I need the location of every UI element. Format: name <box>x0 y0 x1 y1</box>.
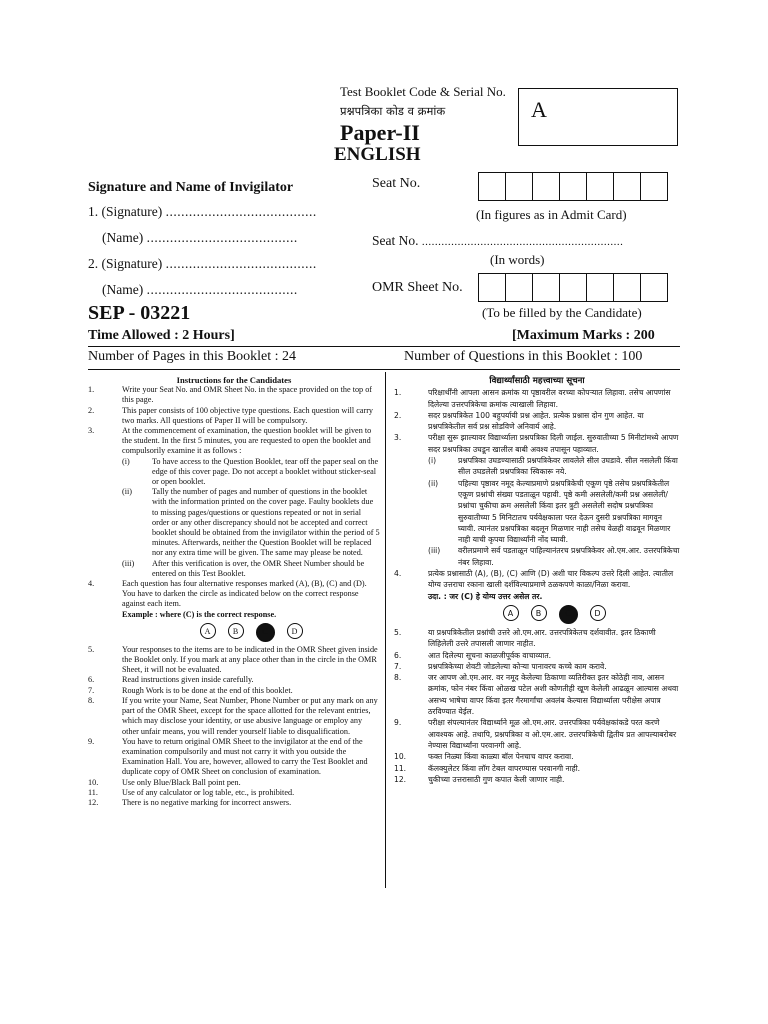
instruction-item: 6. आत दिलेल्या सूचना काळजीपूर्वक वाचाव्यात. <box>394 650 552 660</box>
seat-digit-box[interactable] <box>640 172 668 201</box>
omr-digit-box[interactable] <box>505 273 533 302</box>
maximum-marks: [Maximum Marks : 200 <box>512 328 655 343</box>
seat-digit-box[interactable] <box>586 172 614 201</box>
omr-digit-box[interactable] <box>559 273 587 302</box>
column-divider <box>385 372 386 888</box>
booklet-code-value: A <box>531 97 547 122</box>
number-of-questions: Number of Questions in this Booklet : 100 <box>404 349 643 364</box>
instruction-item: 3. At the commencement of examination, the question booklet will be given to the student. In the first 5 minutes, you are requested to open the booklet and compulsorily examine it as follows : (i) To have access to the Question Booklet, tear off the paper seal on the edge of this cover page. Do not accept a booklet without sticker-seal or open booklet. (ii) Tally the number of pages and number of questions in the booklet with the information printed on the cover page. Faulty booklets due to missing pages/questions or questions repeated or not in serial order or any other discrepancy should not be accepted and correct booklet should be obtained from the invigilator within the period of 5 minutes. Afterwards, neither the Question Booklet will be replaced nor any extra time will be given. The same may please be noted. (iii) After this verification is over, the OMR Sheet Number should be entered on this Test Booklet. <box>88 426 380 578</box>
instruction-item: 1. परिक्षार्थींनी आपला आसन क्रमांक या पृष्ठावरील वरच्या कोपऱ्यात लिहावा. तसेच आपणांस दिलेल्या उत्तरपत्रिकेचा क्रमांक त्याखाली लिहावा. <box>394 388 671 409</box>
omr-fill-note: (To be filled by the Candidate) <box>482 305 642 320</box>
instruction-subitem: (i) To have access to the Question Booklet, tear off the paper seal on the edge of this cover page. Do not accept a booklet without sticker-seal or open booklet. <box>122 456 379 487</box>
seat-words-note: (In words) <box>490 252 545 267</box>
instruction-item: 12. There is no negative marking for incorrect answers. <box>88 797 292 807</box>
english-instructions <box>88 375 380 808</box>
option-circle-c-filled: C <box>559 605 578 624</box>
seat-figures-note: (In figures as in Admit Card) <box>476 207 627 222</box>
option-circle-a: A <box>200 623 216 639</box>
name-2-line: ....................................... <box>146 282 298 297</box>
divider <box>88 369 680 370</box>
option-circle-c-filled: C <box>256 623 275 642</box>
instruction-item: 9. परीक्षा संपल्यानंतर विद्यार्थ्याने मूळ ओ.एम.आर. उत्तरपत्रिका पर्यवेक्षकांकडे परत करणे आवश्यक आहे. तथापि, प्रश्नपत्रिका व ओ.एम.आर. उत्तरपत्रिकेची द्वितीय प्रत आपल्याबरोबर नेण्यास विद्यार्थ्यांना परवानगी आहे. <box>394 718 677 750</box>
divider <box>88 346 680 347</box>
signature-1-label: 1. (Signature) <box>88 204 163 219</box>
instruction-item: 2. सदर प्रश्नपत्रिकेत 100 बहुपर्यायी प्रश्न आहेत. प्रत्येक प्रश्नास दोन गुण आहेत. या प्रश्नपत्रिकेतील सर्व प्रश्न सोडविणे अनिवार्य आहे. <box>394 410 644 432</box>
exam-code: SEP - 03221 <box>88 302 191 324</box>
instruction-item: 4. Each question has four alternative responses marked (A), (B), (C) and (D). You have to darken the circle as indicated below on the correct response against each item. Example : where (C) is the correct response. A B C D <box>88 579 380 642</box>
omr-digit-box[interactable] <box>640 273 668 302</box>
instruction-item: 2. This paper consists of 100 objective type questions. Each question will carry two marks. All questions of Paper II will be compulsory. <box>88 405 374 425</box>
omr-digit-box[interactable] <box>532 273 560 302</box>
instruction-item: 11. Use of any calculator or log table, etc., is prohibited. <box>88 787 295 797</box>
marathi-instructions <box>394 376 680 785</box>
instruction-subitem: (i) प्रश्नपत्रिका उघडण्यासाठी प्रश्नपत्रिकेवर लावलेले सील उघडावे. सील नसलेली किंवा सील उघडलेली प्रश्नपत्रिका स्विकारू नये. <box>428 456 678 477</box>
instruction-subitem: (iii) After this verification is over, the OMR Sheet Number should be entered on this Test Booklet. <box>122 558 365 578</box>
test-booklet-code-label: Test Booklet Code & Serial No. <box>340 84 506 99</box>
seat-words-line: .............................................................. <box>421 236 624 248</box>
seat-number-boxes[interactable] <box>478 172 667 201</box>
instruction-item: 4. प्रत्येक प्रश्नासाठी (A), (B), (C) आणि (D) अशी चार विकल्प उत्तरे दिली आहेत. त्यातील योग्य उत्तराचा रकाना खाली दर्शविल्याप्रमाणे ठळकपणे काळा/निळा करावा. उदा. : जर (C) हे योग्य उत्तर असेल तर. A B C D <box>394 568 680 624</box>
seat-no-words[interactable] <box>372 233 623 249</box>
signature-2-label: 2. (Signature) <box>88 256 163 271</box>
invigilator-name-2[interactable] <box>102 282 298 298</box>
paper-title: Paper-II <box>340 120 420 145</box>
instruction-item: 3. परीक्षा सुरू झाल्यावर विद्यार्थ्याला प्रश्नपत्रिका दिली जाईल. सुरुवातीच्या 5 मिनीटांमध्ये आपण सदर प्रश्नपत्रिका उघडून खालील बाबी अवश्य तपासून पहाव्यात. (i) प्रश्नपत्रिका उघडण्यासाठी प्रश्नपत्रिकेवर लावलेले सील उघडावे. सील नसलेली किंवा सील उघडलेली प्रश्नपत्रिका स्विकारू नये. (ii) पहिल्या पृष्ठावर नमूद केल्याप्रमाणे प्रश्नपत्रिकेची एकूण पृष्ठे तसेच प्रश्नपत्रिकेतील एकूण प्रश्नांची संख्या पडताळून पहावी. पृष्ठे कमी असलेली/कमी प्रश्न असलेली/प्रश्नांचा चुकीचा क्रम असलेली किंवा इतर त्रुटी असलेली सदोष प्रश्नपत्रिका सुरुवातीच्या 5 मिनिटातच पर्यवेक्षकाला परत देऊन दुसरी प्रश्नपत्रिका मागवून घ्यावी. त्यानंतर प्रश्नपत्रिका बदलून मिळणार नाही तसेच वेळही वाढवून मिळणार नाही याची कृपया विद्यार्थ्यांनी नोंद घ्यावी. (iii) वरीलप्रमाणे सर्व पडताळून पाहिल्यानंतरच प्रश्नपत्रिकेवर ओ.एम.आर. उत्तरपत्रिकेचा नंबर लिहावा. <box>394 433 680 567</box>
instruction-subitem: (ii) पहिल्या पृष्ठावर नमूद केल्याप्रमाणे प्रश्नपत्रिकेची एकूण पृष्ठे तसेच प्रश्नपत्रिकेतील एकूण प्रश्नांची संख्या पडताळून पहावी. पृष्ठे कमी असलेली/कमी प्रश्न असलेली/प्रश्नांचा चुकीचा क्रम असलेली किंवा इतर त्रुटी असलेली सदोष प्रश्नपत्रिका सुरुवातीच्या 5 मिनिटातच पर्यवेक्षकाला परत देऊन दुसरी प्रश्नपत्रिका मागवून घ्यावी. त्यानंतर प्रश्नपत्रिका बदलून मिळणार नाही तसेच वेळही वाढवून मिळणार नाही याची कृपया विद्यार्थ्यांनी नोंद घ्यावी. <box>428 478 671 545</box>
instruction-item: 8. If you write your Name, Seat Number, Phone Number or put any mark on any part of the OMR Sheet, except for the space allotted for the relevant entries, which may disclose your identity, or use abusive language or employ any other unfair means, you will render yourself liable to disqualification. <box>88 695 378 736</box>
time-allowed: Time Allowed : 2 Hours] <box>88 328 235 343</box>
test-booklet-code-label-marathi: प्रश्नपत्रिका कोड व क्रमांक <box>340 104 446 118</box>
seat-digit-box[interactable] <box>532 172 560 201</box>
option-circle-a: A <box>503 605 519 621</box>
instruction-item: 10. Use only Blue/Black Ball point pen. <box>88 777 241 787</box>
example-text: Example : where (C) is the correct response. <box>122 609 277 619</box>
instruction-item: 9. You have to return original OMR Sheet to the invigilator at the end of the examination compulsorily and must not carry it with you outside the Examination Hall. You are, however, allowed to carry the Test Booklet and duplicate copy of OMR Sheet on conclusion of examination. <box>88 736 368 777</box>
option-circle-b: B <box>531 605 547 621</box>
instruction-item: 6. Read instructions given inside carefully. <box>88 675 254 685</box>
marathi-instructions-heading: विद्यार्थ्यांसाठी महत्त्वाच्या सूचना <box>489 376 585 386</box>
instruction-item: 1. Write your Seat No. and OMR Sheet No. in the space provided on the top of this page. <box>88 385 373 405</box>
instruction-subitem: (iii) वरीलप्रमाणे सर्व पडताळून पाहिल्यानंतरच प्रश्नपत्रिकेवर ओ.एम.आर. उत्तरपत्रिकेचा नंबर लिहावा. <box>428 546 680 567</box>
example-text: उदा. : जर (C) हे योग्य उत्तर असेल तर. <box>428 591 543 601</box>
name-1-line: ....................................... <box>146 230 298 245</box>
number-of-pages: Number of Pages in this Booklet : 24 <box>88 349 297 364</box>
booklet-code-box <box>518 88 678 146</box>
seat-digit-box[interactable] <box>505 172 533 201</box>
signature-2-line: ....................................... <box>165 256 317 271</box>
option-circle-d: D <box>590 605 606 621</box>
instruction-item: 7. प्रश्नपत्रिकेच्या शेवटी जोडलेल्या कोऱ्या पानावरच कच्चे काम करावे. <box>394 661 607 671</box>
seat-digit-box[interactable] <box>559 172 587 201</box>
invigilator-heading: Signature and Name of Invigilator <box>88 180 294 195</box>
instruction-item: 11. कॅलक्युलेटर किंवा लॉग टेबल वापरण्यास परवानगी नाही. <box>394 763 581 773</box>
option-circle-d: D <box>287 623 303 639</box>
name-2-label: (Name) <box>102 282 144 297</box>
option-circle-b: B <box>228 623 244 639</box>
answer-example-circles <box>122 623 380 642</box>
answer-example-circles <box>428 605 680 624</box>
instruction-item: 5. Your responses to the items are to be indicated in the OMR Sheet given inside the Booklet only. If you mark at any place other than in the circle in the OMR Sheet, it will not be evaluated. <box>88 644 378 675</box>
instruction-subitem: (ii) Tally the number of pages and number of questions in the booklet with the information printed on the cover page. Faulty booklets due to missing pages/questions or questions repeated or not in serial order or any other discrepancy should not be accepted and correct booklet should be obtained from the invigilator within the period of 5 minutes. Afterwards, neither the Question Booklet will be replaced nor any extra time will be given. The same may please be noted. <box>122 487 380 558</box>
invigilator-signature-2[interactable] <box>88 256 317 272</box>
name-1-label: (Name) <box>102 230 144 245</box>
invigilator-signature-1[interactable] <box>88 204 317 220</box>
seat-no-label: Seat No. <box>372 176 421 191</box>
omr-digit-box[interactable] <box>478 273 506 302</box>
instruction-item: 10. फक्त निळ्या किंवा काळ्या बॉल पेनचाच वापर करावा. <box>394 752 574 762</box>
omr-number-boxes[interactable] <box>478 273 667 302</box>
seat-words-label: Seat No. <box>372 233 419 248</box>
invigilator-name-1[interactable] <box>102 230 298 246</box>
english-instructions-heading: Instructions for the Candidates <box>176 375 292 385</box>
seat-digit-box[interactable] <box>478 172 506 201</box>
omr-digit-box[interactable] <box>613 273 641 302</box>
omr-sheet-label: OMR Sheet No. <box>372 280 463 295</box>
subject-title: ENGLISH <box>334 144 421 165</box>
signature-1-line: ....................................... <box>165 204 317 219</box>
omr-digit-box[interactable] <box>586 273 614 302</box>
seat-digit-box[interactable] <box>613 172 641 201</box>
instruction-item: 7. Rough Work is to be done at the end of this booklet. <box>88 685 293 695</box>
instruction-item: 8. जर आपण ओ.एम.आर. वर नमूद केलेल्या ठिकाणा व्यतिरीक्त इतर कोठेही नाव, आसन क्रमांक, फोन नंबर किंवा ओळख पटेल अशी कोणतीही खूण केलेली आढळून आल्यास अथवा असभ्य भाषेचा वापर किंवा इतर गैरमार्गांचा अवलंब केल्यास विद्यार्थ्याला परीक्षेस अपात्र ठरविण्यात येईल. <box>394 673 679 717</box>
instruction-item: 12. चुकीच्या उत्तरासाठी गुण कपात केली जाणार नाही. <box>394 774 565 784</box>
instruction-item: 5. या प्रश्नपत्रिकेतील प्रश्नांची उत्तरे ओ.एम.आर. उत्तरपत्रिकेतच दर्शवावीत. इतर ठिकाणी लिहिलेली उत्तरे तपासली जाणार नाहीत. <box>394 627 656 649</box>
